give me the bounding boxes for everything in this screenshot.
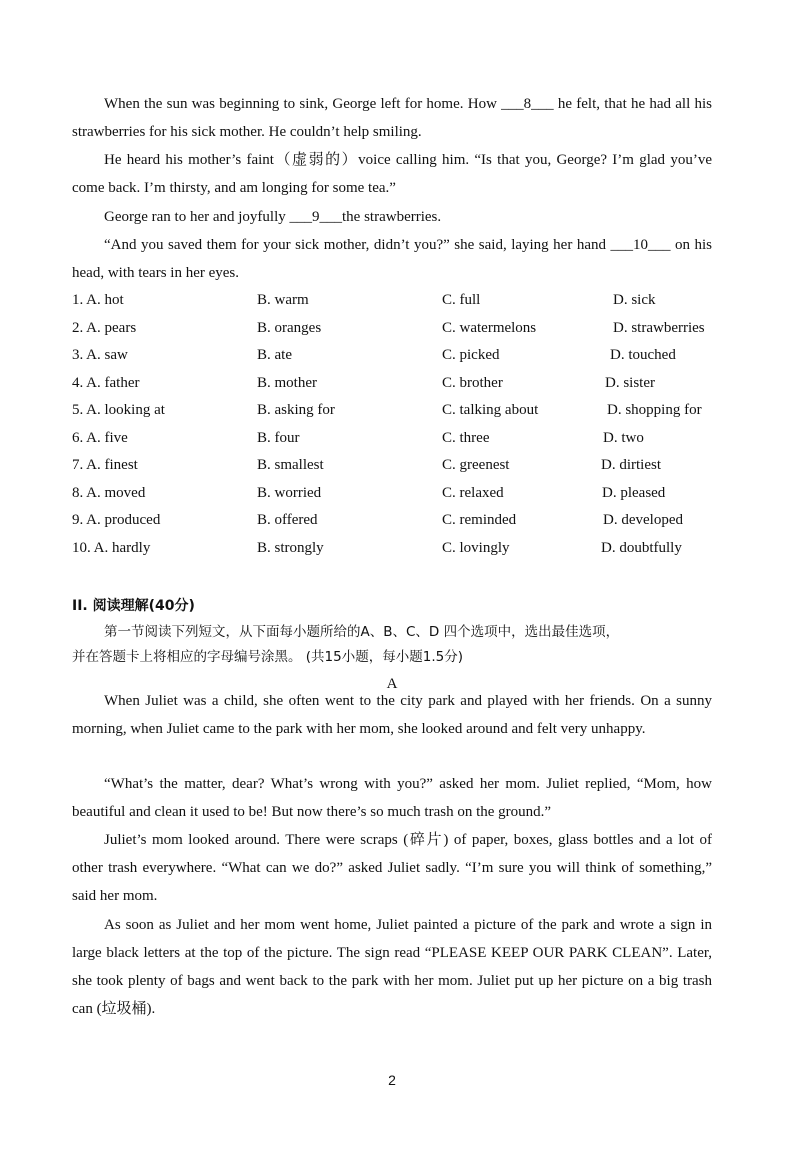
- option-c: C. watermelons: [442, 320, 537, 336]
- cloze-paragraph-2: He heard his mother’s faint（虚弱的）voice calling him. “Is that you, George? I’m glad you’ve come back. I’m thirsty, and am longing for some tea.”: [72, 152, 712, 196]
- option-b: B. smallest: [257, 457, 324, 473]
- option-row-10: [72, 534, 722, 562]
- option-a: 6. A. five: [72, 430, 128, 446]
- option-d: D. touched: [610, 347, 676, 363]
- option-c: C. relaxed: [442, 485, 504, 501]
- option-d: D. sick: [613, 292, 656, 308]
- option-d: D. shopping for: [607, 402, 702, 418]
- option-a: 8. A. moved: [72, 485, 146, 501]
- option-row-1: [72, 286, 722, 314]
- option-b: B. warm: [257, 292, 309, 308]
- passage-letter: A: [386, 676, 398, 692]
- option-a: 3. A. saw: [72, 347, 128, 363]
- option-b: B. oranges: [257, 320, 322, 336]
- option-d: D. dirtiest: [601, 457, 661, 473]
- cloze-paragraph-1: When the sun was beginning to sink, George left for home. How ___8___ he felt, that he had all his strawberries for his sick mother. He couldn’t help smiling.: [72, 96, 712, 140]
- option-a: 1. A. hot: [72, 292, 124, 308]
- cloze-paragraph-4: “And you saved them for your sick mother, didn’t you?” she said, laying her hand ___10___ on his head, with tears in her eyes.: [72, 237, 712, 281]
- option-a: 4. A. father: [72, 375, 140, 391]
- reading-paragraph-3: Juliet’s mom looked around. There were scraps (碎片) of paper, boxes, glass bottles and a lot of other trash everywhere. “What can we do?” asked Juliet sadly. “I’m sure you will think of something,” said her mom.: [72, 832, 712, 904]
- option-d: D. two: [603, 430, 644, 446]
- option-c: C. talking about: [442, 402, 539, 418]
- option-d: D. developed: [603, 512, 683, 528]
- option-c: C. picked: [442, 347, 500, 363]
- option-c: C. lovingly: [442, 540, 510, 556]
- option-row-6: [72, 424, 722, 452]
- option-c: C. three: [442, 430, 490, 446]
- option-a: 9. A. produced: [72, 512, 161, 528]
- option-b: B. strongly: [257, 540, 324, 556]
- reading-paragraph-1: When Juliet was a child, she often went to the city park and played with her friends. On a sunny morning, when Juliet came to the park with her mom, she looked around and felt very unhappy.: [72, 693, 712, 737]
- option-row-2: [72, 314, 722, 342]
- option-row-3: [72, 341, 722, 369]
- section-title: II. 阅读理解(40分): [72, 598, 195, 614]
- option-b: B. asking for: [257, 402, 335, 418]
- option-d: D. sister: [605, 375, 655, 391]
- option-c: C. full: [442, 292, 481, 308]
- option-row-4: [72, 369, 722, 397]
- option-b: B. four: [257, 430, 300, 446]
- option-a: 7. A. finest: [72, 457, 138, 473]
- option-a: 10. A. hardly: [72, 540, 151, 556]
- option-row-7: [72, 451, 722, 479]
- option-a: 2. A. pears: [72, 320, 137, 336]
- option-b: B. mother: [257, 375, 317, 391]
- option-row-5: [72, 396, 722, 424]
- option-c: C. brother: [442, 375, 503, 391]
- section-instruction-line-2: 并在答题卡上将相应的字母编号涂黑。 (共15小题，每小题1.5分): [72, 649, 463, 665]
- option-c: C. reminded: [442, 512, 517, 528]
- option-c: C. greenest: [442, 457, 510, 473]
- option-b: B. ate: [257, 347, 292, 363]
- section-instruction-line-1: 第一节阅读下列短文，从下面每小题所给的A、B、C、D 四个选项中，选出最佳选项，: [104, 624, 620, 640]
- option-a: 5. A. looking at: [72, 402, 165, 418]
- option-b: B. worried: [257, 485, 322, 501]
- option-row-8: [72, 479, 722, 507]
- option-d: D. doubtfully: [601, 540, 682, 556]
- cloze-paragraph-3: George ran to her and joyfully ___9___the strawberries.: [104, 209, 442, 225]
- reading-paragraph-2: “What’s the matter, dear? What’s wrong with you?” asked her mom. Juliet replied, “Mom, how beautiful and clean it used to be! But now there’s so much trash on the ground.”: [72, 776, 712, 820]
- option-b: B. offered: [257, 512, 318, 528]
- reading-paragraph-4: As soon as Juliet and her mom went home, Juliet painted a picture of the park and wrote a sign in large black letters at the top of the picture. The sign read “PLEASE KEEP OUR PARK CLEAN”. Later, she took plenty of bags and went back to the park with her mom. Juliet put up her picture on a big trash can (垃圾桶).: [72, 917, 712, 1017]
- option-row-9: [72, 506, 722, 534]
- option-d: D. strawberries: [613, 320, 705, 336]
- page-number: 2: [388, 1072, 396, 1088]
- option-d: D. pleased: [602, 485, 666, 501]
